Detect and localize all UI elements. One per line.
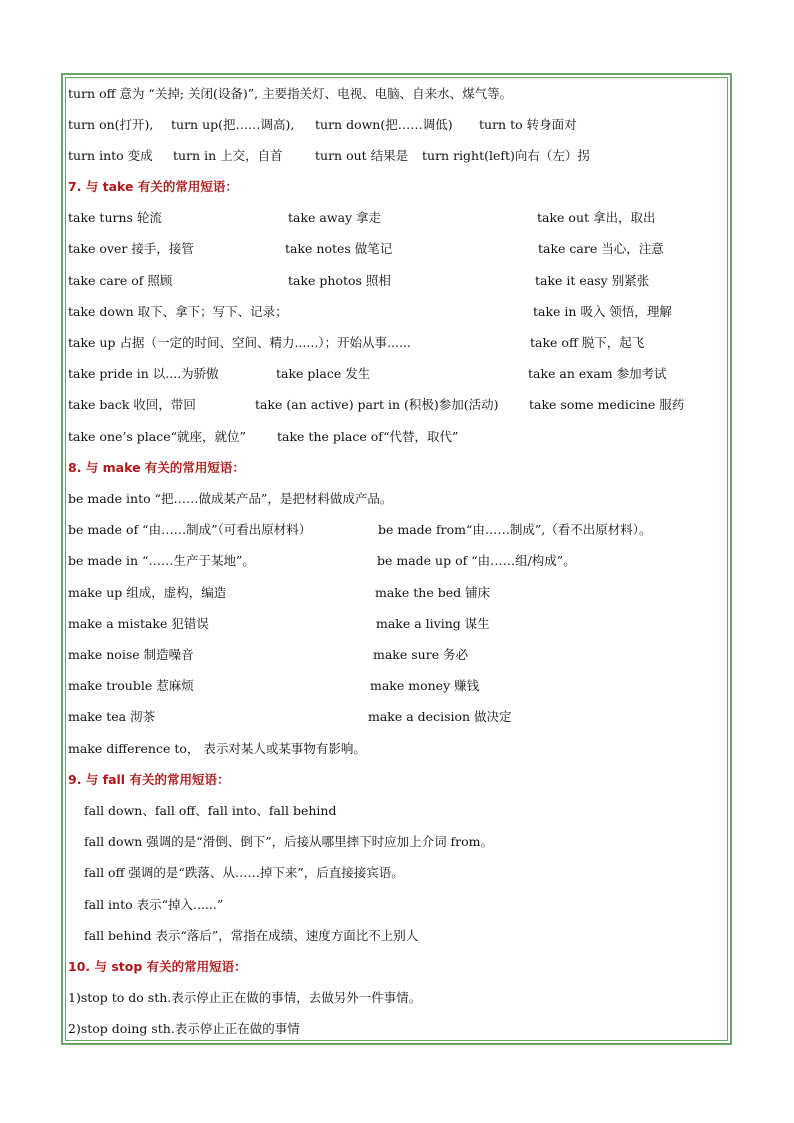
phrase: turn down(把……调低) — [315, 117, 453, 132]
section-heading-take: 7. 与 take 有关的常用短语： — [68, 179, 238, 194]
phrase: take it easy 别紧张 — [535, 273, 650, 288]
phrase: turn right(left)向右（左）拐 — [422, 148, 590, 163]
phrase: take care 当心，注意 — [538, 241, 664, 256]
fall-row: fall into 表示“掉入......” — [84, 897, 224, 912]
phrase: turn out 结果是 — [315, 148, 409, 163]
phrase: make tea 沏茶 — [68, 709, 156, 724]
phrase: take care of 照顾 — [68, 273, 173, 288]
phrase: take some medicine 服药 — [529, 397, 685, 412]
make-row: be made into “把……做成某产品”，是把材料做成产品。 — [68, 491, 393, 506]
make-row: make difference to， 表示对某人或某事物有影响。 — [68, 741, 366, 756]
phrase: take down 取下、拿下；写下、记录； — [68, 304, 288, 319]
section-heading-fall: 9. 与 fall 有关的常用短语： — [68, 772, 230, 787]
phrase: make trouble 惹麻烦 — [68, 678, 194, 693]
phrase: take photos 照相 — [288, 273, 391, 288]
phrase: take place 发生 — [276, 366, 371, 381]
phrase: take away 拿走 — [288, 210, 382, 225]
phrase: be made up of “由……组/构成”。 — [377, 553, 576, 568]
phrase: turn up(把……调高), — [171, 117, 295, 132]
stop-row: 1)stop to do sth.表示停止正在做的事情，去做另外一件事情。 — [68, 990, 422, 1005]
phrase: take pride in 以....为骄傲 — [68, 366, 219, 381]
phrase: turn on(打开), — [68, 117, 154, 132]
phrase: take an exam 参加考试 — [528, 366, 667, 381]
phrase: be made of “由……制成”（可看出原材料） — [68, 522, 312, 537]
phrase: be made from“由……制成”,（看不出原材料）。 — [378, 522, 652, 537]
fall-row: fall down、fall off、fall into、fall behind — [84, 803, 337, 818]
fall-row: fall down 强调的是“滑倒、倒下”，后接从哪里摔下时应加上介词 from。 — [84, 834, 494, 849]
phrase: make a mistake 犯错误 — [68, 616, 209, 631]
phrase: make up 组成，虚构，编造 — [68, 585, 227, 600]
fall-row: fall behind 表示“落后”，常指在成绩、速度方面比不上别人 — [84, 928, 419, 943]
phrase: make the bed 铺床 — [375, 585, 491, 600]
phrase: take one’s place“就座，就位” — [68, 429, 246, 444]
phrase: make a living 谋生 — [376, 616, 490, 631]
phrase: take back 收回，带回 — [68, 397, 196, 412]
phrase: be made in “……生产于某地”。 — [68, 553, 255, 568]
phrase: take the place of“代替，取代” — [277, 429, 459, 444]
phrase: take off 脱下，起飞 — [530, 335, 645, 350]
stop-row: 2)stop doing sth.表示停止正在做的事情 — [68, 1021, 300, 1036]
fall-row: fall off 强调的是“跌落、从……掉下来”，后直接接宾语。 — [84, 865, 404, 880]
phrase: take over 接手，接管 — [68, 241, 194, 256]
phrase: turn into 变成 — [68, 148, 153, 163]
phrase: take in 吸入 领悟，理解 — [533, 304, 672, 319]
phrase: take turns 轮流 — [68, 210, 162, 225]
phrase: take notes 做笔记 — [285, 241, 393, 256]
phrase: take (an active) part in (积极)参加(活动) — [255, 397, 499, 412]
phrase: turn to 转身面对 — [479, 117, 577, 132]
section-heading-make: 8. 与 make 有关的常用短语： — [68, 460, 245, 475]
phrase: turn in 上交，自首 — [173, 148, 283, 163]
section-heading-stop: 10. 与 stop 有关的常用短语： — [68, 959, 247, 974]
phrase: make a decision 做决定 — [368, 709, 512, 724]
turn-off-line: turn off 意为 “关掉; 关闭(设备)”, 主要指关灯、电视、电脑、自来水、煤气等。 — [68, 86, 513, 101]
phrase: take up 占据（一定的时间、空间、精力......）；开始从事...... — [68, 335, 411, 350]
phrase: make money 赚钱 — [370, 678, 480, 693]
phrase: take out 拿出，取出 — [537, 210, 656, 225]
phrase: make sure 务必 — [373, 647, 469, 662]
phrase: make noise 制造噪音 — [68, 647, 194, 662]
